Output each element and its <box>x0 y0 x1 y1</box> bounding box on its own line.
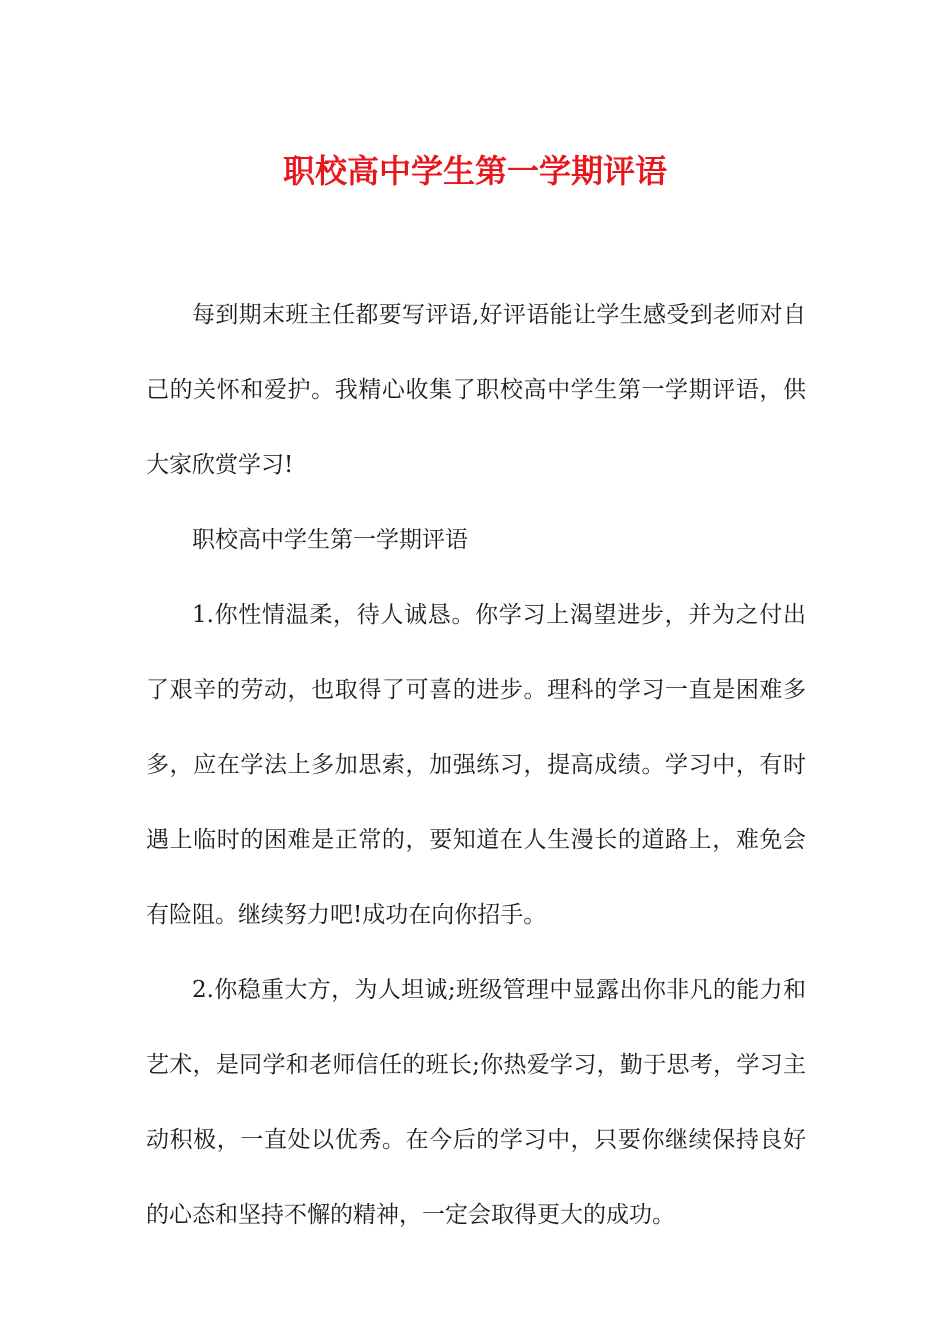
comment-paragraph-2: 2.你稳重大方，为人坦诚;班级管理中显露出你非凡的能力和艺术，是同学和老师信任的班长;你热爱学习，勤于思考，学习主动积极，一直处以优秀。在今后的学习中，只要你继续保持良好的心态和坚持不懈的精神，一定会取得更大的成功。 <box>146 977 806 1228</box>
comment-paragraph-1: 1.你性情温柔，待人诚恳。你学习上渴望进步，并为之付出了艰辛的劳动，也取得了可喜的进步。理科的学习一直是困难多多，应在学法上多加思索，加强练习，提高成绩。学习中，有时遇上临时的困难是正常的，要知道在人生漫长的道路上，难免会有险阻。继续努力吧!成功在向你招手。 <box>146 602 806 928</box>
intro-paragraph: 每到期末班主任都要写评语,好评语能让学生感受到老师对自己的关怀和爱护。我精心收集了职校高中学生第一学期评语，供大家欣赏学习! <box>146 302 806 478</box>
document-body <box>146 278 806 1253</box>
section-heading: 职校高中学生第一学期评语 <box>192 527 468 553</box>
document-title: 职校高中学生第一学期评语 <box>282 152 667 190</box>
